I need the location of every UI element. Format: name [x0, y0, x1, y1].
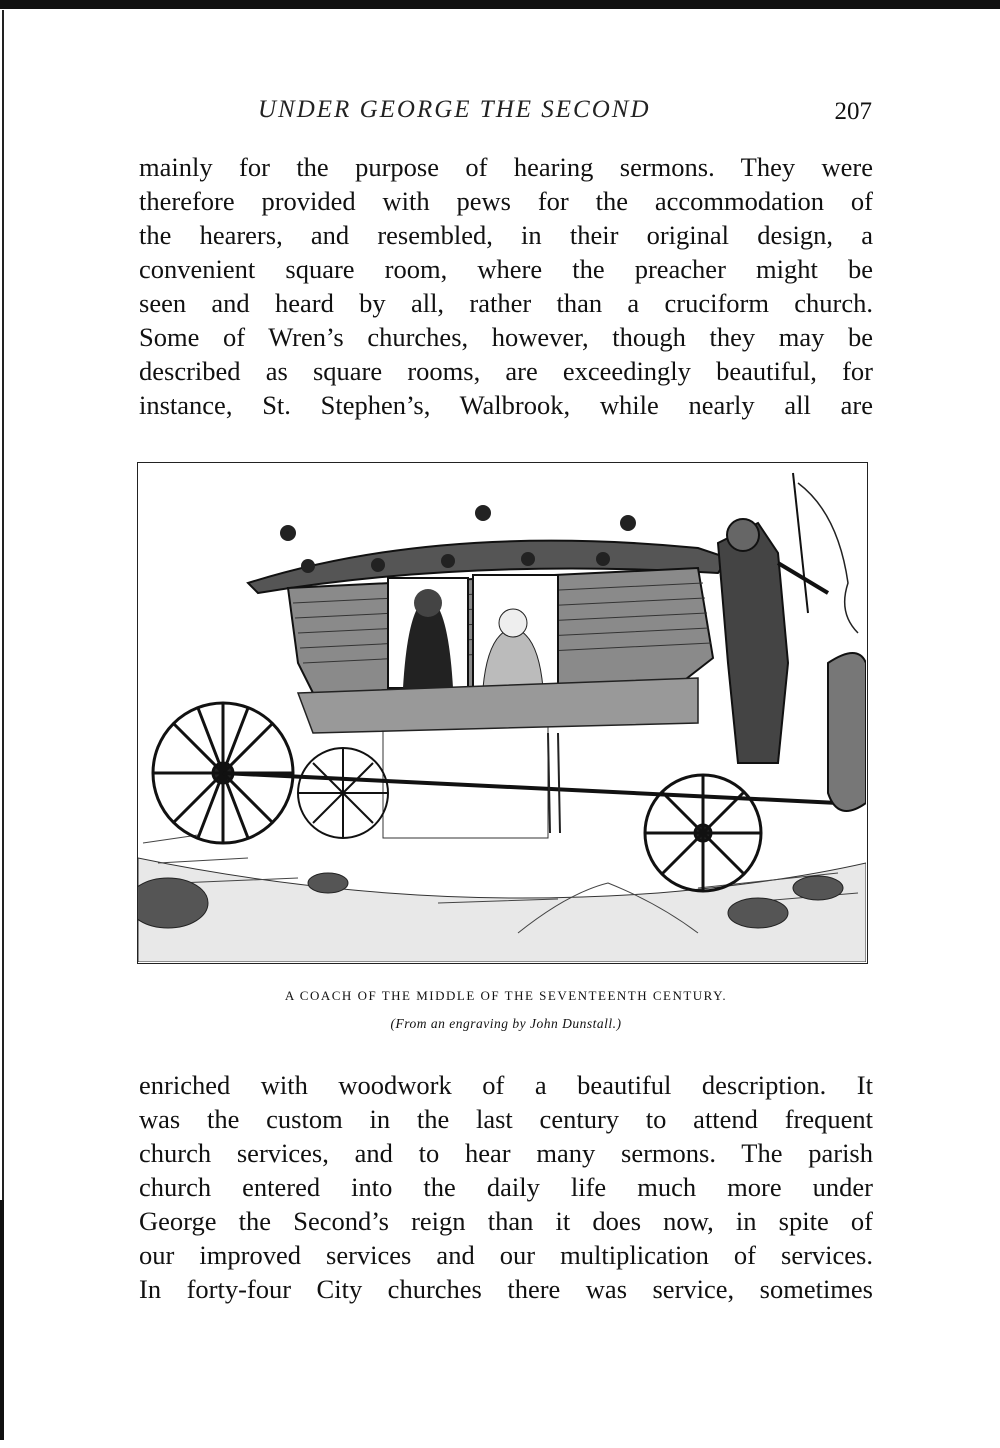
paragraph-bottom	[139, 1068, 873, 1306]
text-line: enriched with woodwork of a beautiful description. It	[139, 1070, 873, 1100]
text-line: Some of Wren’s churches, however, though they may be	[139, 322, 873, 352]
text-line: instance, St. Stephen’s, Walbrook, while nearly all are	[139, 390, 873, 420]
text-line: church services, and to hear many sermons. The parish	[139, 1138, 873, 1168]
coach-illustration	[138, 463, 866, 962]
text-line: described as square rooms, are exceedingly beautiful, for	[139, 356, 873, 386]
text-line: George the Second’s reign than it does now, in spite of	[139, 1206, 873, 1236]
text-line: the hearers, and resembled, in their original design, a	[139, 220, 873, 250]
text-line: therefore provided with pews for the accommodation of	[139, 186, 873, 216]
text-line: was the custom in the last century to attend frequent	[139, 1104, 873, 1134]
text-line: In forty-four City churches there was service, sometimes	[139, 1274, 873, 1304]
figure-credit: (From an engraving by John Dunstall.)	[390, 1016, 622, 1031]
page-header	[140, 96, 872, 132]
text-line: seen and heard by all, rather than a cruciform church.	[139, 288, 873, 318]
left-page-edge	[0, 0, 6, 1448]
coach-engraving-figure	[137, 462, 868, 964]
running-head: UNDER GEORGE THE SECOND	[258, 96, 651, 123]
figure-caption: A COACH OF THE MIDDLE OF THE SEVENTEENTH CENTURY.	[284, 988, 728, 1003]
text-line: mainly for the purpose of hearing sermons. They were	[139, 152, 873, 182]
page-number: 207	[834, 98, 872, 125]
text-line: our improved services and our multiplication of services.	[139, 1240, 873, 1270]
text-line: convenient square room, where the preacher might be	[139, 254, 873, 284]
paragraph-top	[139, 150, 873, 422]
text-line: church entered into the daily life much more under	[139, 1172, 873, 1202]
top-border-rule	[0, 0, 1000, 9]
